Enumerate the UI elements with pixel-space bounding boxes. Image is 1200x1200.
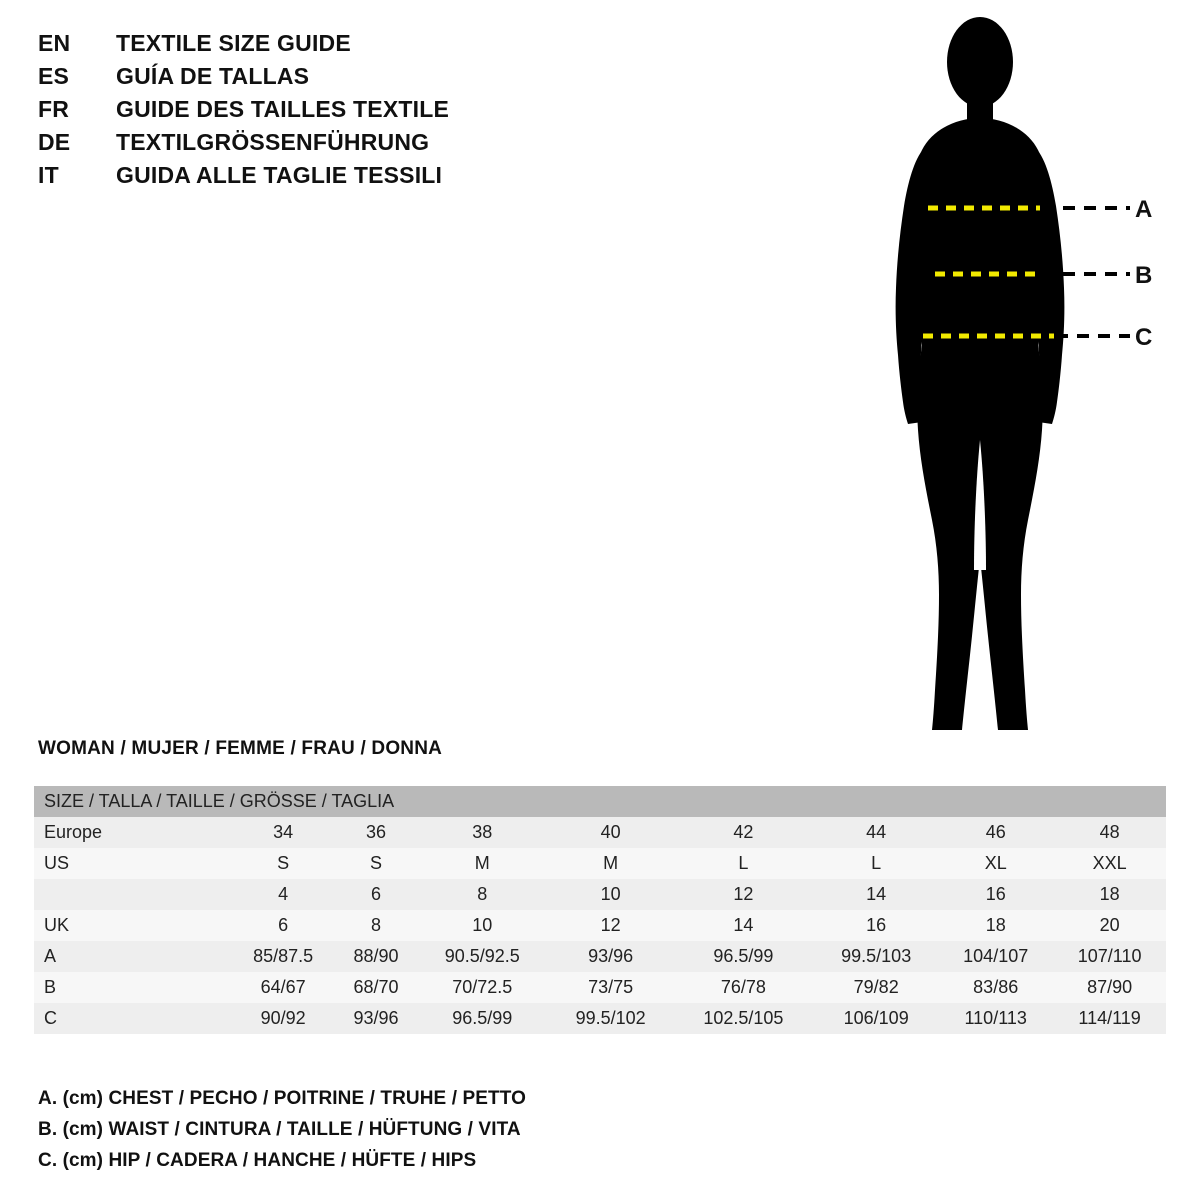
row-label: B — [44, 977, 57, 997]
table-cell: 4 — [278, 884, 289, 904]
table-cell: 34 — [273, 822, 294, 842]
table-header-row — [34, 786, 1166, 817]
language-title: GUIDE DES TAILLES TEXTILE — [116, 96, 449, 122]
table-cell: XL — [984, 853, 1007, 873]
table-cell: 90.5/92.5 — [444, 946, 520, 966]
language-code: EN — [38, 30, 71, 56]
language-title: GUIDA ALLE TAGLIE TESSILI — [116, 162, 443, 188]
table-cell: M — [603, 853, 619, 873]
table-cell: 88/90 — [353, 946, 399, 966]
language-row — [38, 63, 558, 96]
table-cell: XXL — [1092, 853, 1127, 873]
legend-line-c: C. (cm) HIP / CADERA / HANCHE / HÜFTE / HIPS — [38, 1150, 477, 1171]
measure-label-b: B — [1135, 262, 1153, 289]
table-row — [34, 817, 1166, 848]
language-title: GUÍA DE TALLAS — [116, 63, 310, 89]
table-cell: 10 — [600, 884, 621, 904]
language-row — [38, 162, 558, 195]
table-cell: 70/72.5 — [452, 977, 513, 997]
language-title: TEXTILE SIZE GUIDE — [116, 30, 351, 56]
table-cell: 104/107 — [963, 946, 1029, 966]
table-row — [34, 910, 1166, 941]
table-cell: 14 — [733, 915, 754, 935]
table-cell: S — [370, 853, 383, 873]
language-title: TEXTILGRÖSSENFÜHRUNG — [116, 129, 430, 155]
table-cell: 73/75 — [588, 977, 634, 997]
body-figure — [840, 10, 1200, 750]
table-cell: 6 — [371, 884, 382, 904]
language-code: FR — [38, 96, 70, 122]
table-cell: 96.5/99 — [452, 1008, 513, 1028]
table-cell: 16 — [985, 884, 1006, 904]
table-cell: 12 — [733, 884, 754, 904]
legend-line-a: A. (cm) CHEST / PECHO / POITRINE / TRUHE / PETTO — [38, 1088, 526, 1109]
measure-label-a: A — [1135, 196, 1153, 223]
measure-label-c: C — [1135, 324, 1153, 351]
table-cell: 6 — [278, 915, 289, 935]
table-cell: 14 — [866, 884, 887, 904]
language-title-list — [38, 30, 558, 195]
row-label: US — [44, 853, 70, 873]
table-cell: 16 — [866, 915, 887, 935]
table-cell: 20 — [1099, 915, 1120, 935]
table-cell: L — [871, 853, 882, 873]
measurement-legend — [38, 1088, 838, 1181]
table-cell: 87/90 — [1087, 977, 1133, 997]
table-cell: 8 — [371, 915, 382, 935]
table-cell: 18 — [985, 915, 1006, 935]
measurement-lines — [840, 10, 1200, 750]
table-cell: 68/70 — [353, 977, 399, 997]
table-cell: L — [738, 853, 749, 873]
row-label: A — [44, 946, 57, 966]
table-cell: 44 — [866, 822, 887, 842]
table-cell: 48 — [1099, 822, 1120, 842]
table-cell: 114/119 — [1078, 1008, 1141, 1028]
table-row — [34, 941, 1166, 972]
language-row — [38, 30, 558, 63]
table-cell: 93/96 — [588, 946, 634, 966]
table-cell: 76/78 — [720, 977, 766, 997]
table-row — [34, 879, 1166, 910]
table-cell: 99.5/102 — [575, 1008, 646, 1028]
table-cell: 46 — [985, 822, 1006, 842]
table-cell: 110/113 — [964, 1008, 1027, 1028]
table-cell: 90/92 — [260, 1008, 306, 1028]
table-cell: 96.5/99 — [713, 946, 774, 966]
table-cell: S — [277, 853, 290, 873]
table-row — [34, 972, 1166, 1003]
table-cell: 107/110 — [1077, 946, 1142, 966]
language-code: ES — [38, 63, 70, 89]
table-cell: M — [474, 853, 490, 873]
table-row — [34, 1003, 1166, 1034]
table-header-label: SIZE / TALLA / TAILLE / GRÖSSE / TAGLIA — [44, 791, 395, 811]
row-label: Europe — [44, 822, 103, 842]
table-cell: 64/67 — [260, 977, 306, 997]
table-cell: 10 — [472, 915, 493, 935]
table-row — [34, 848, 1166, 879]
table-cell: 85/87.5 — [253, 946, 314, 966]
language-row — [38, 129, 558, 162]
table-cell: 93/96 — [353, 1008, 399, 1028]
row-label: C — [44, 1008, 57, 1028]
row-label — [34, 879, 230, 910]
table-cell: 79/82 — [853, 977, 899, 997]
table-cell: 106/109 — [843, 1008, 909, 1028]
table-cell: 12 — [600, 915, 621, 935]
language-code: DE — [38, 129, 71, 155]
row-label: UK — [44, 915, 70, 935]
size-table — [34, 786, 1166, 1034]
table-cell: 83/86 — [973, 977, 1019, 997]
table-cell: 102.5/105 — [703, 1008, 784, 1028]
table-cell: 18 — [1099, 884, 1120, 904]
table-cell: 36 — [366, 822, 387, 842]
table-cell: 42 — [733, 822, 754, 842]
table-cell: 40 — [600, 822, 621, 842]
table-cell: 8 — [477, 884, 488, 904]
table-cell: 99.5/103 — [841, 946, 912, 966]
table-cell: 38 — [472, 822, 493, 842]
table-group-label: WOMAN / MUJER / FEMME / FRAU / DONNA — [38, 738, 443, 759]
language-row — [38, 96, 558, 129]
legend-line-b: B. (cm) WAIST / CINTURA / TAILLE / HÜFTUNG / VITA — [38, 1119, 521, 1140]
language-code: IT — [38, 162, 59, 188]
